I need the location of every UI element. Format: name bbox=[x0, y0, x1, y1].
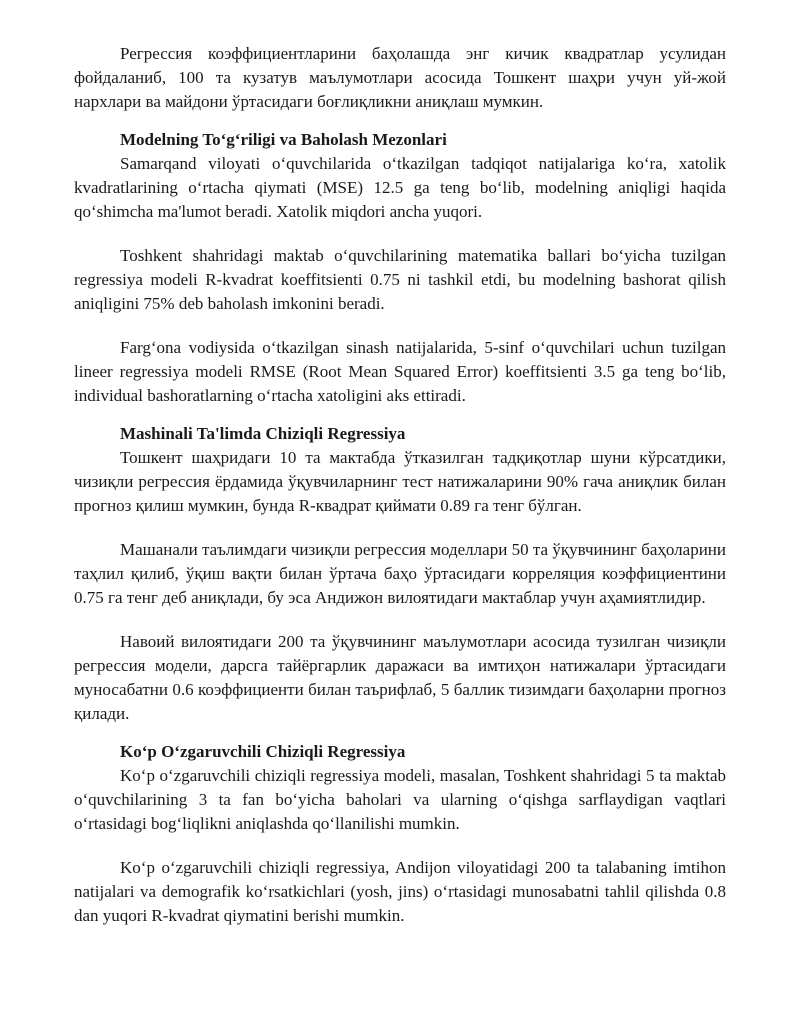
intro-paragraph: Регрессия коэффициентларини баҳолашда энг кичик квадратлар усулидан фойдаланиб, 100 та кузатув маълумотлари асосида Тошкент шаҳри учун уй-жой нархлари ва майдони ўртасидаги боғлиқликни аниқлаш мумкин. bbox=[74, 44, 726, 111]
document-page bbox=[74, 42, 726, 928]
paragraph-tashkent-schools: Тошкент шаҳридаги 10 та мактабда ўтказилган тадқиқотлар шуни кўрсатдики, чизиқли регрессия ёрдамида ўқувчиларнинг тест натижаларини 90% гача аниқлик билан прогноз қилиш мумкин, бунда R-квадрат қиймати 0.89 га тенг бўлган. bbox=[74, 448, 726, 515]
paragraph-multivariate-example: Ko‘p o‘zgaruvchili chiziqli regressiya modeli, masalan, Toshkent shahridagi 5 ta maktab o‘quvchilarining 3 ta fan bo‘yicha baholari va ularning o‘qishga sarflaydigan vaqtlari o‘rtasidagi bog‘liqlikni aniqlashda qo‘llanilishi mumkin. bbox=[74, 766, 726, 833]
paragraph-rmse: Farg‘ona vodiysida o‘tkazilgan sinash natijalarida, 5-sinf o‘quvchilari uchun tuzilgan lineer regressiya modeli RMSE (Root Mean Squared Error) koeffitsienti 3.5 ga teng bo‘lib, individual bashoratlarning o‘rtacha xatoligini aks ettiradi. bbox=[74, 338, 726, 405]
paragraph-correlation: Машанали таълимдаги чизиқли регрессия моделлари 50 та ўқувчининг баҳоларини таҳлил қилиб, ўқиш вақти билан ўртача баҳо ўртасидаги корреляция коэффициентини 0.75 га тенг деб аниқлади, бу эса Андижон вилоятидаги мактаблар учун аҳамиятлидир. bbox=[74, 540, 726, 607]
paragraph-r-squared: Toshkent shahridagi maktab o‘quvchilarining matematika ballari bo‘yicha tuzilgan regressiya modeli R-kvadrat koeffitsienti 0.75 ni tashkil etdi, bu modelning bashorat qilish aniqligini 75% deb baholash imkonini beradi. bbox=[74, 246, 726, 313]
section-heading-machine-learning: Mashinali Ta'limda Chiziqli Regressiya bbox=[120, 424, 406, 443]
section-heading-multivariate: Ko‘p O‘zgaruvchili Chiziqli Regressiya bbox=[120, 742, 406, 761]
section-heading-model-accuracy: Modelning To‘g‘riligi va Baholash Mezonlari bbox=[120, 130, 447, 149]
paragraph-navoi: Навоий вилоятидаги 200 та ўқувчининг маълумотлари асосида тузилган чизиқли регрессия модели, дарсга тайёргарлик даражаси ва имтиҳон натижалари ўртасидаги муносабатни 0.6 коэффициенти билан таърифлаб, 5 баллик тизимдаги баҳоларни прогноз қилади. bbox=[74, 632, 726, 723]
paragraph-andijan-students: Ko‘p o‘zgaruvchili chiziqli regressiya, Andijon viloyatidagi 200 ta talabaning imtihon natijalari va demografik ko‘rsatkichlari (yosh, jins) o‘rtasidagi munosabatni tahlil qilishda 0.8 dan yuqori R-kvadrat qiymatini berishi mumkin. bbox=[74, 858, 726, 925]
paragraph-mse: Samarqand viloyati o‘quvchilarida o‘tkazilgan tadqiqot natijalariga ko‘ra, xatolik kvadratlarining o‘rtacha qiymati (MSE) 12.5 ga teng bo‘lib, modelning aniqligi haqida qo‘shimcha ma'lumot beradi. Xatolik miqdori ancha yuqori. bbox=[74, 154, 726, 221]
